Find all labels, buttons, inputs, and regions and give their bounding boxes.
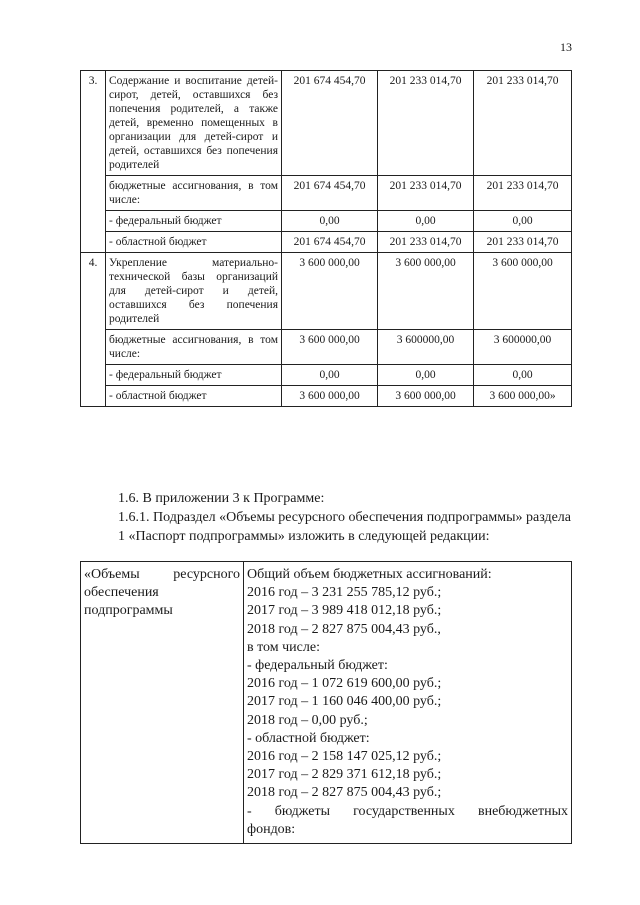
row-value: 3 600000,00 bbox=[378, 330, 474, 365]
table-row bbox=[81, 365, 572, 386]
row-value: 3 600 000,00 bbox=[282, 253, 378, 330]
row-name: бюджетные ассигнования, в том числе: bbox=[106, 176, 282, 211]
row-value: 0,00 bbox=[282, 365, 378, 386]
page-number: 13 bbox=[560, 40, 572, 54]
row-value: 3 600 000,00 bbox=[282, 386, 378, 407]
table-row bbox=[81, 386, 572, 407]
passport-content-line: - федеральный бюджет: bbox=[247, 658, 388, 674]
paragraph-1-6-1: 1.6.1. Подраздел «Объемы ресурсного обеспечения подпрограммы» раздела 1 «Паспорт подпрограммы» изложить в следующей редакции: bbox=[118, 510, 572, 544]
row-value: 201 233 014,70 bbox=[474, 71, 572, 176]
row-value: 0,00 bbox=[474, 211, 572, 232]
passport-table bbox=[80, 561, 572, 844]
row-value: 3 600 000,00» bbox=[474, 386, 572, 407]
row-value: 0,00 bbox=[378, 211, 474, 232]
row-name: Укрепление материально-технической базы организаций для детей-сирот и детей, оставшихся без попечения родителей bbox=[106, 253, 282, 330]
row-number: 3. bbox=[81, 71, 106, 253]
passport-content-line: Общий объем бюджетных ассигнований: bbox=[247, 567, 492, 582]
passport-content-line: 2018 год – 2 827 875 004,43 руб.; bbox=[247, 785, 442, 801]
row-name: - федеральный бюджет bbox=[106, 365, 282, 386]
row-value: 201 233 014,70 bbox=[474, 176, 572, 211]
row-value: 3 600 000,00 bbox=[378, 253, 474, 330]
row-number: 4. bbox=[81, 253, 106, 407]
passport-content-line: 2016 год – 1 072 619 600,00 руб.; bbox=[247, 676, 442, 692]
passport-content-line: в том числе: bbox=[247, 639, 320, 655]
row-value: 201 233 014,70 bbox=[378, 71, 474, 176]
table-row bbox=[81, 232, 572, 253]
row-name: бюджетные ассигнования, в том числе: bbox=[106, 330, 282, 365]
passport-content-line: 2018 год – 0,00 руб.; bbox=[247, 712, 368, 728]
row-name: - областной бюджет bbox=[106, 386, 282, 407]
passport-label-line: обеспечения bbox=[84, 585, 159, 601]
passport-content-line: - областной бюджет: bbox=[247, 730, 370, 746]
row-value: 3 600 000,00 bbox=[282, 330, 378, 365]
passport-content-line: 2017 год – 1 160 046 400,00 руб.; bbox=[247, 694, 442, 710]
row-name: Содержание и воспитание детей-сирот, детей, оставшихся без попечения родителей, а также детей, временно помещенных в организации для детей-сирот и детей, оставшихся без попечения родителей bbox=[106, 71, 282, 176]
budget-table bbox=[80, 70, 572, 407]
row-name: - областной бюджет bbox=[106, 232, 282, 253]
row-value: 0,00 bbox=[378, 365, 474, 386]
table-row bbox=[81, 330, 572, 365]
row-value: 0,00 bbox=[474, 365, 572, 386]
passport-row bbox=[81, 562, 572, 844]
passport-content-line: фондов: bbox=[247, 821, 296, 837]
table-row bbox=[81, 176, 572, 211]
row-value: 201 233 014,70 bbox=[474, 232, 572, 253]
row-value: 201 233 014,70 bbox=[378, 232, 474, 253]
row-value: 201 674 454,70 bbox=[282, 71, 378, 176]
passport-content-line: 2018 год – 2 827 875 004,43 руб., bbox=[247, 621, 441, 637]
passport-content-line: 2016 год – 2 158 147 025,12 руб.; bbox=[247, 749, 442, 765]
row-value: 0,00 bbox=[282, 211, 378, 232]
row-value: 201 674 454,70 bbox=[282, 176, 378, 211]
row-value: 3 600000,00 bbox=[474, 330, 572, 365]
row-value: 3 600 000,00 bbox=[474, 253, 572, 330]
table-row bbox=[81, 253, 572, 330]
passport-content-line: 2016 год – 3 231 255 785,12 руб.; bbox=[247, 585, 442, 601]
passport-label-line: «Объемы ресурсного bbox=[84, 567, 240, 582]
row-value: 201 674 454,70 bbox=[282, 232, 378, 253]
passport-content-line: 2017 год – 2 829 371 612,18 руб.; bbox=[247, 767, 442, 783]
row-value: 201 233 014,70 bbox=[378, 176, 474, 211]
table-row bbox=[81, 211, 572, 232]
table-row bbox=[81, 71, 572, 176]
passport-label-line: подпрограммы bbox=[84, 603, 173, 619]
row-name: - федеральный бюджет bbox=[106, 211, 282, 232]
passport-content-line: 2017 год – 3 989 418 012,18 руб.; bbox=[247, 603, 442, 619]
row-value: 3 600 000,00 bbox=[378, 386, 474, 407]
passport-content-line: - бюджеты государственных внебюджетных bbox=[247, 803, 568, 819]
passport-content-cell bbox=[244, 562, 572, 844]
passport-label-cell bbox=[81, 562, 244, 844]
paragraph-1-6: 1.6. В приложении 3 к Программе: bbox=[118, 491, 325, 506]
